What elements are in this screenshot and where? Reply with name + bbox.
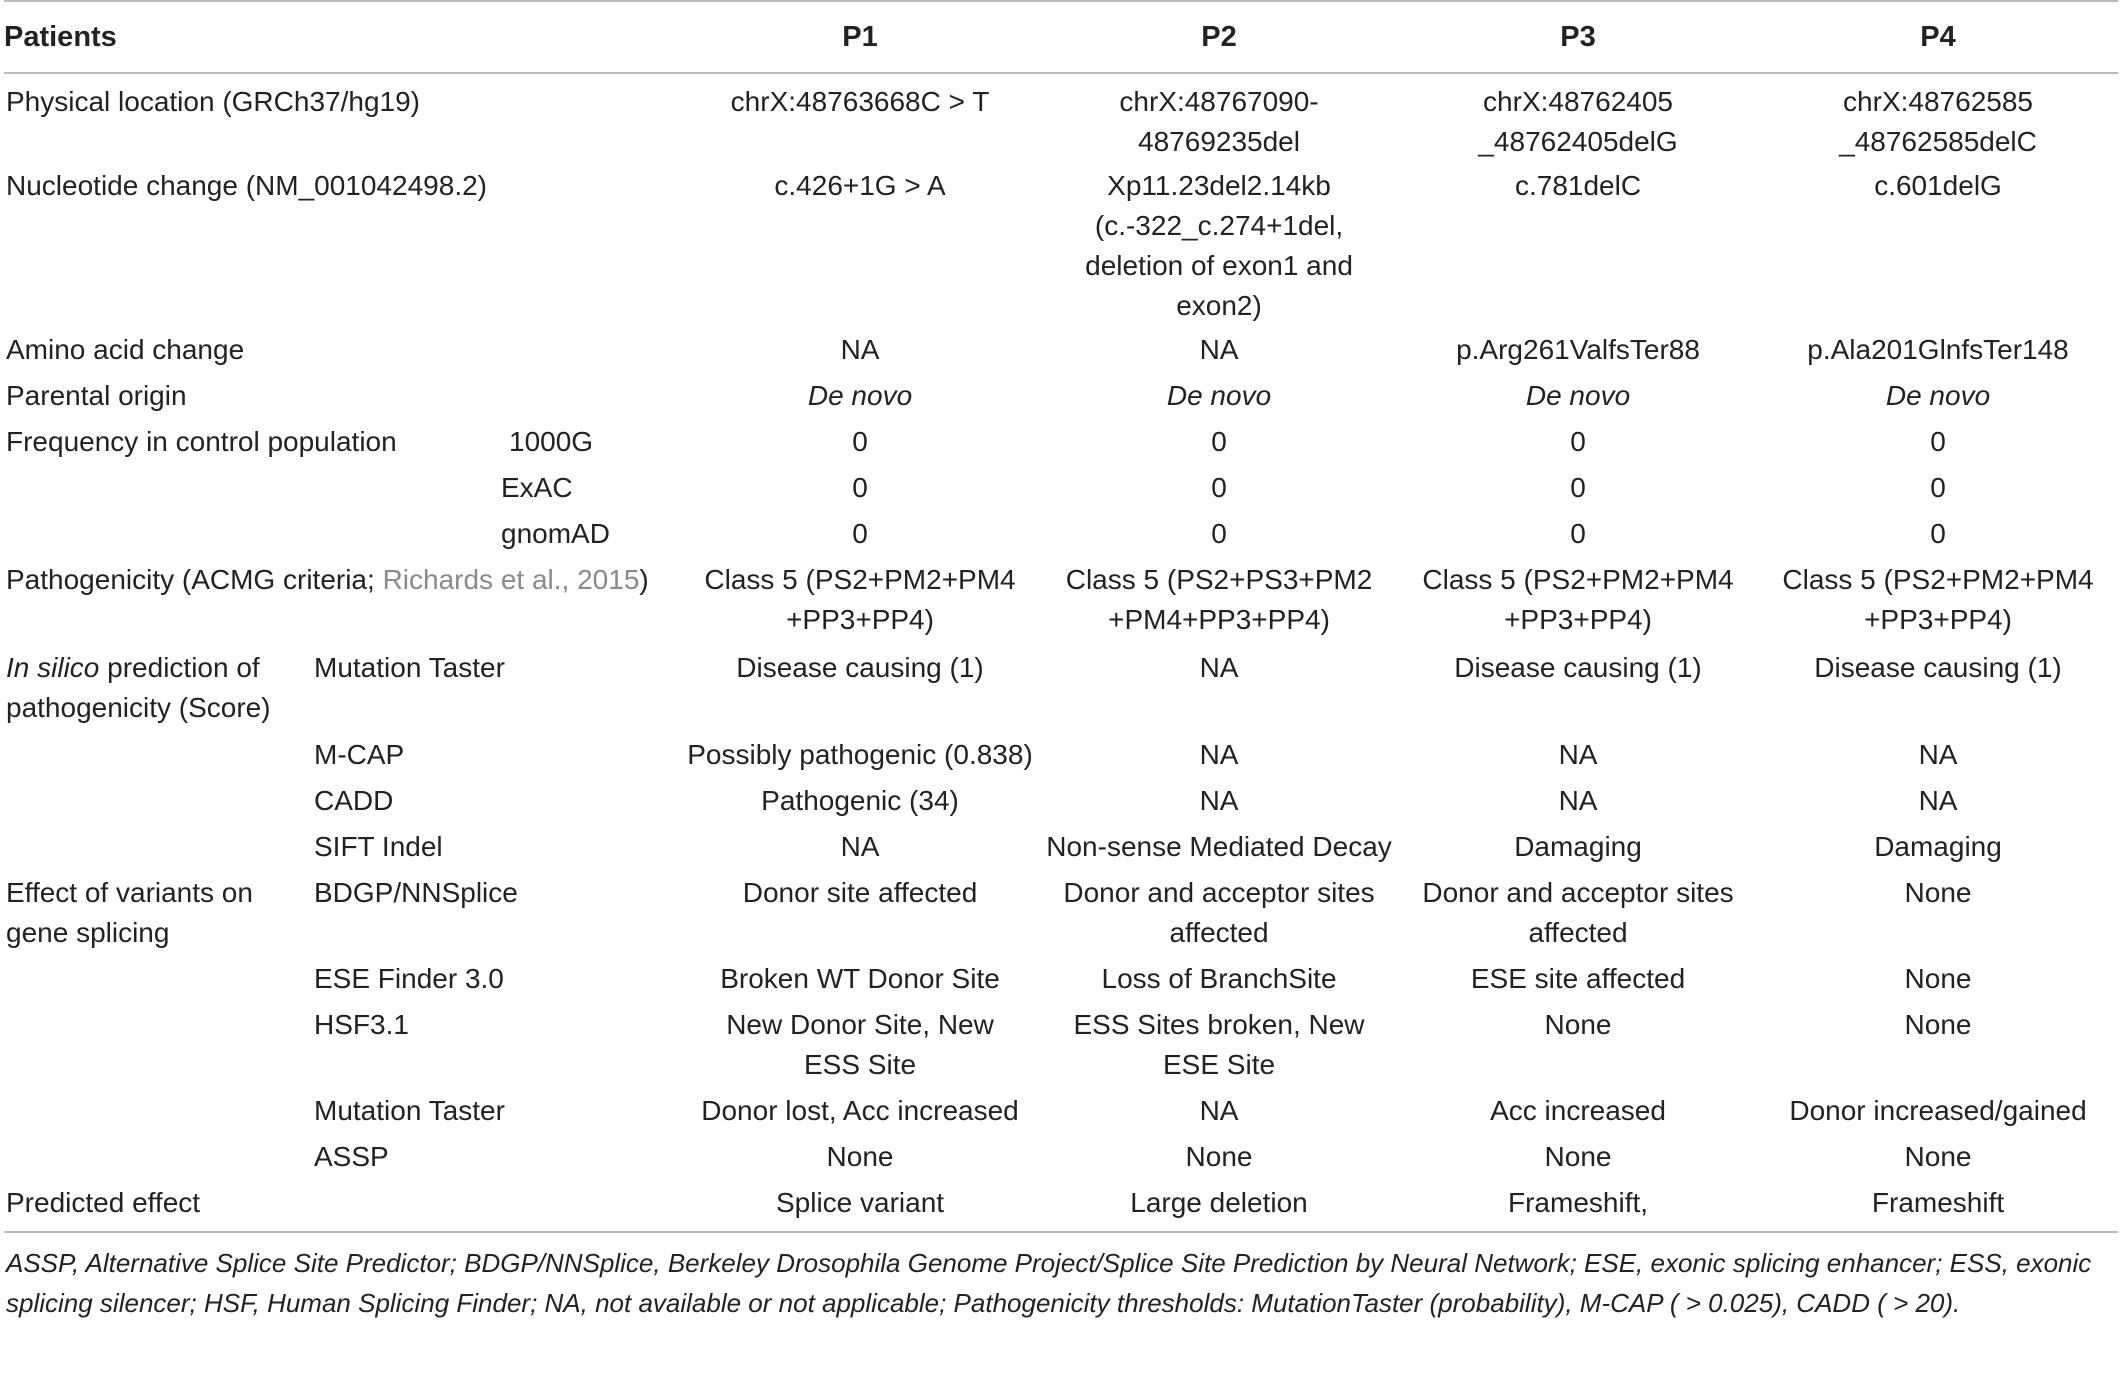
cell-p2: chrX:48767090-48769235del [1119, 86, 1319, 157]
row-label: Predicted effect [4, 1177, 680, 1232]
cell-p4: De novo [1885, 380, 1991, 411]
row-label [4, 554, 680, 640]
cell-p3: 0 [1570, 426, 1586, 457]
cell-p1: Splice variant [680, 1177, 1040, 1232]
sub-label: M-CAP [314, 739, 405, 770]
cell-p2: None [1185, 1141, 1253, 1172]
cell-p1: 0 [852, 472, 868, 503]
cell-p3: Disease causing (1) [1454, 652, 1702, 683]
row-label: Parental origin [6, 380, 187, 411]
cell-p1: None [826, 1141, 894, 1172]
row-splicing-ese [4, 953, 2118, 999]
cell-p2: NA [1199, 739, 1239, 770]
row-label: Nucleotide change (NM_001042498.2) [6, 170, 487, 201]
cell-p1: Class 5 (PS2+PM2+PM4 +PP3+PP4) [704, 564, 1016, 635]
cell-p1: Possibly pathogenic (0.838) [687, 739, 1033, 770]
sub-label: SIFT Indel [314, 831, 443, 862]
cell-p3: ESE site affected [1470, 963, 1686, 994]
cell-p1: NA [840, 334, 880, 365]
cell-p1: Disease causing (1) [736, 652, 984, 683]
cell-p1: chrX:48763668C > T [730, 86, 990, 117]
cell-p2: Xp11.23del2.14kb (c.-322_c.274+1del, deletion of exon1 and exon2) [1085, 170, 1353, 321]
cell-p3: Damaging [1514, 831, 1642, 862]
row-insilico-mcap [4, 688, 2118, 775]
row-amino-acid-change [4, 326, 2118, 370]
cell-p3: None [1544, 1009, 1612, 1040]
table-header-row [4, 1, 2118, 73]
cell-p3: chrX:48762405 _48762405delG [1478, 86, 1678, 157]
cell-p1: 0 [852, 518, 868, 549]
cell-p4: Disease causing (1) [1814, 652, 2062, 683]
insilico-label-italic: In silico [6, 652, 100, 683]
sub-label: CADD [314, 785, 394, 816]
row-insilico-sift [4, 821, 2118, 867]
insilico-label-rest: prediction of pathogenicity (Score) [6, 652, 271, 723]
cell-p4: NA [1918, 785, 1958, 816]
cell-p4: Donor increased/gained [1789, 1095, 2087, 1126]
cell-p3: 0 [1570, 518, 1586, 549]
header-patients: Patients [4, 1, 680, 73]
row-predicted-effect [4, 1177, 2118, 1232]
sub-label: BDGP/NNSplice [314, 877, 518, 908]
splicing-group-label: Effect of variants on gene splicing [6, 877, 253, 948]
cell-p1: Broken WT Donor Site [720, 963, 1000, 994]
cell-p2: Large deletion [1040, 1177, 1398, 1232]
row-frequency-gnomad [4, 508, 2118, 554]
cell-p4: chrX:48762585 _48762585delC [1839, 86, 2037, 157]
cell-p4: None [1904, 1141, 1972, 1172]
row-frequency-exac [4, 462, 2118, 508]
cell-p2: Class 5 (PS2+PS3+PM2 +PM4+PP3+PP4) [1065, 564, 1373, 635]
sub-label: Mutation Taster [314, 652, 505, 683]
cell-p3: 0 [1570, 472, 1586, 503]
cell-p4: 0 [1930, 472, 1946, 503]
sub-label: HSF3.1 [314, 1009, 409, 1040]
cell-p2: 0 [1211, 472, 1227, 503]
citation-link[interactable]: Richards et al., 2015 [382, 564, 640, 595]
cell-p2: NA [1199, 785, 1239, 816]
sub-label: ASSP [314, 1141, 389, 1172]
cell-p1: Donor lost, Acc increased [701, 1095, 1019, 1126]
cell-p4: None [1904, 1009, 1972, 1040]
sub-label: Mutation Taster [314, 1095, 505, 1126]
sub-label: gnomAD [501, 518, 610, 549]
cell-p1: New Donor Site, New ESS Site [726, 1009, 994, 1080]
cell-p4: 0 [1930, 518, 1946, 549]
cell-p2: 0 [1211, 426, 1227, 457]
cell-p4: None [1904, 963, 1972, 994]
sub-label: ESE Finder 3.0 [314, 963, 504, 994]
cell-p2: 0 [1211, 518, 1227, 549]
header-p2: P2 [1040, 1, 1398, 73]
sub-label: ExAC [501, 472, 573, 503]
cell-p4: Frameshift [1758, 1177, 2118, 1232]
cell-p3: c.781delC [1514, 170, 1642, 201]
cell-p2: NA [1199, 334, 1239, 365]
row-insilico-mutation-taster [4, 640, 2118, 688]
row-label: Physical location (GRCh37/hg19) [6, 86, 420, 117]
header-p1: P1 [680, 1, 1040, 73]
cell-p3: None [1544, 1141, 1612, 1172]
cell-p3: De novo [1525, 380, 1631, 411]
cell-p4: c.601delG [1874, 170, 2002, 201]
row-insilico-cadd [4, 775, 2118, 821]
cell-p3: NA [1558, 739, 1598, 770]
row-physical-location [4, 73, 2118, 162]
row-pathogenicity [4, 554, 2118, 640]
row-splicing-mutation-taster [4, 1085, 2118, 1131]
row-label: Frequency in control population [6, 426, 397, 457]
row-nucleotide-change [4, 162, 2118, 326]
cell-p2: De novo [1166, 380, 1272, 411]
pathogenicity-label-end: ) [639, 564, 649, 595]
cell-p1: Donor site affected [742, 877, 978, 908]
frequency-group-cell [4, 416, 680, 462]
cell-p4: NA [1918, 739, 1958, 770]
cell-p3: Frameshift, [1398, 1177, 1758, 1232]
cell-p4: Class 5 (PS2+PM2+PM4 +PP3+PP4) [1782, 564, 2094, 635]
table-footnote: ASSP, Alternative Splice Site Predictor; BDGP/NNSplice, Berkeley Drosophila Genome Project/Splice Site Prediction by Neural Network; ESE, exonic splicing enhancer; ESS, exonic splicing silencer; HSF, Human Splicing Finder; NA, not available or not applicable; Pathogenicity thresholds: MutationTaster (probability), M-CAP ( > 0.025), CADD ( > 20). [6, 1248, 2092, 1318]
cell-p1: c.426+1G > A [774, 170, 946, 201]
pathogenicity-label: Pathogenicity (ACMG criteria; [6, 564, 383, 595]
insilico-group-label [4, 640, 314, 867]
cell-p1: NA [840, 831, 880, 862]
row-frequency-1000g [4, 416, 2118, 462]
cell-p3: Donor and acceptor sites affected [1422, 877, 1734, 948]
sub-label: 1000G [509, 426, 594, 457]
cell-p2: Loss of BranchSite [1101, 963, 1337, 994]
cell-p2: NA [1199, 652, 1239, 683]
header-p3: P3 [1398, 1, 1758, 73]
cell-p2: ESS Sites broken, New ESE Site [1073, 1009, 1365, 1080]
row-splicing-hsf [4, 999, 2118, 1085]
cell-p4: None [1904, 877, 1972, 908]
cell-p3: p.Arg261ValfsTer88 [1456, 334, 1700, 365]
cell-p4: Damaging [1874, 831, 2002, 862]
cell-p4: p.Ala201GlnfsTer148 [1807, 334, 2069, 365]
row-parental-origin [4, 370, 2118, 416]
cell-p1: Pathogenic (34) [761, 785, 959, 816]
row-splicing-bdgp [4, 867, 2118, 953]
cell-p3: Acc increased [1490, 1095, 1666, 1126]
header-p4: P4 [1758, 1, 2118, 73]
row-label: Amino acid change [6, 334, 245, 365]
row-splicing-assp [4, 1131, 2118, 1177]
cell-p1: De novo [807, 380, 913, 411]
cell-p2: NA [1199, 1095, 1239, 1126]
cell-p1: 0 [852, 426, 868, 457]
cell-p3: Class 5 (PS2+PM2+PM4 +PP3+PP4) [1422, 564, 1734, 635]
cell-p2: Non-sense Mediated Decay [1046, 831, 1392, 862]
variants-table [4, 0, 2118, 1233]
cell-p2: Donor and acceptor sites affected [1063, 877, 1375, 948]
cell-p4: 0 [1930, 426, 1946, 457]
cell-p3: NA [1558, 785, 1598, 816]
